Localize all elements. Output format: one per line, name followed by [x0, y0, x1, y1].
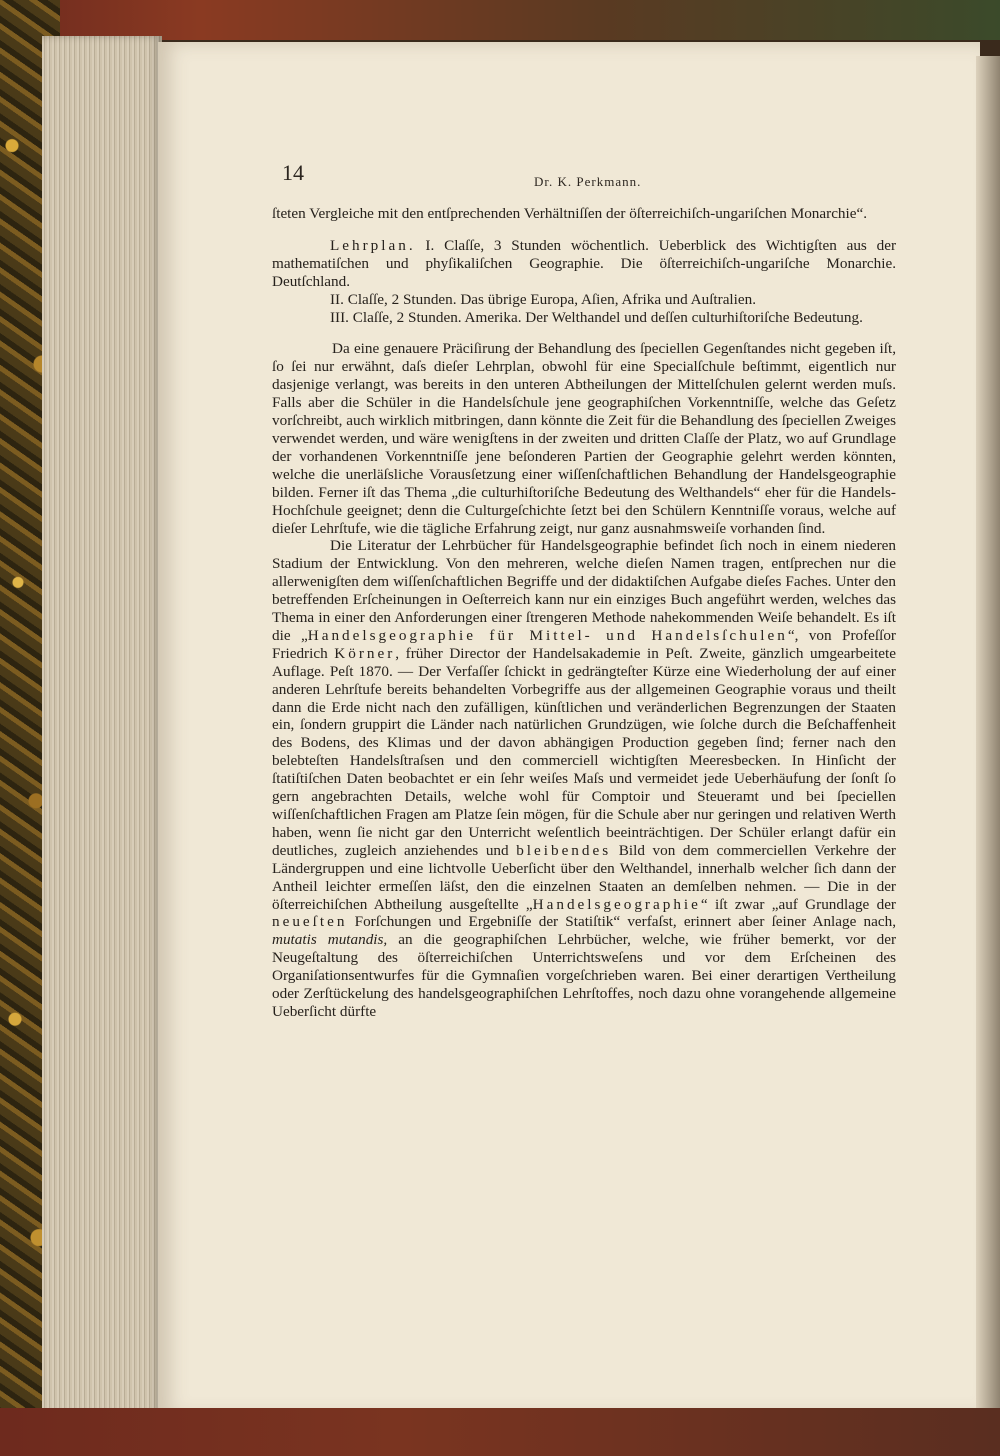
- page-right-edge: [976, 56, 1000, 1416]
- emphasis-neuesten: neueſten: [272, 913, 348, 931]
- literatur-text-c: , früher Director der Handelsakademie in Peſt. Zweite, gänzlich umgearbeitete Auflage. Peſt 1870. — Der Verfaſſer ſchickt in gedrängteſter Kürze eine Wiederholung der auf einer anderen Lehrſtufe bereits behandelten Vorbegriffe aus der allgemeinen Geographie voraus und theilt dann die Erde nicht nach den zufälligen, künſtlichen und veränderlichen Begrenzungen der Staaten ein, ſondern gruppirt die Länder nach natürlichen Grundzügen, wie ſolche durch die Beſchaffenheit des Bodens, des Klimas und der davon abhängigen Production gegeben ſind; ferner nach den belebteſten Handelsſtraſsen und den commerciell wichtigſten Meeresbecken. In Hinſicht der ſtatiſtiſchen Daten beobachtet er ein ſehr weiſes Maſs und vermeidet jede Ueberhäufung der ſonſt ſo gern angebrachten Details, welche wohl für Comptoir und Steueramt und bei ſpeciellen wiſſenſchaftlichen Fragen am Platze ſein mögen, für die Schule aber nur geringen und relativen Werth haben, wenn ſie nicht gar den Unterricht weſentlich beeinträchtigen. Der Schüler erlangt dafür ein deutliches, zugleich anziehendes und: [272, 644, 897, 859]
- lehrplan-class-3: III. Claſſe, 2 Stunden. Amerika. Der Welthandel und deſſen culturhiſtoriſche Bedeutung.: [330, 308, 863, 326]
- literatur-text-e: “ iſt zwar „auf Grundlage der: [700, 895, 896, 913]
- book-title-koerner: Handelsgeographie für Mittel- und Handelsſchulen: [307, 626, 788, 644]
- book-title-handelsgeographie: Handelsgeographie: [532, 895, 701, 913]
- lehrplan-label: Lehrplan.: [330, 236, 416, 254]
- page-header: [282, 160, 902, 200]
- running-head: Dr. K. Perkmann.: [534, 174, 642, 189]
- book-cover-top: [0, 0, 1000, 40]
- paragraph-praecisirung: Da eine genauere Präciſirung der Behandlung des ſpeciellen Gegenſtandes nicht gegeben iſt, ſo ſei nur erwähnt, daſs dieſer Lehrplan, obwohl für eine Specialſchule beſtimmt, eigentlich nur dasjenige verlangt, was bereits in den unteren Abtheilungen der Mittelſchulen gelernt werden muſs. Falls aber die Schüler in die Handelsſchule jene geographiſchen Vorkenntniſſe, welche das Geſetz vorſchreibt, auch wirklich mitbringen, dann könnte die Zeit für die Behandlung des ſpeciellen Zweiges verwendet werden, und wäre wenigſtens in der zweiten und dritten Claſſe der Platz, wo auf Grundlage der vorhandenen Vorkenntniſſe jene beſonderen Partien der Geographie gelehrt werden könnten, welche die unerläſsliche Vorausſetzung einer wiſſenſchaftlichen Behandlung der Handelsgeographie bilden. Ferner iſt das Thema „die culturhiſtoriſche Bedeutung des Welthandels“ eher für die Handels-Hochſchule geeignet; denn die Culturgeſchichte ſetzt bei den Schülern Kenntniſſe voraus, welche auf dieſer Lehrſtufe, wie die tägliche Erfahrung zeigt, nur ganz ausnahmsweiſe vorhanden ſind.: [272, 340, 896, 537]
- author-koerner: Körner: [334, 644, 396, 662]
- lehrplan-class-2: II. Claſſe, 2 Stunden. Das übrige Europa, Aſien, Afrika und Auſtralien.: [330, 290, 757, 308]
- paragraph-continuation: ſteten Vergleiche mit den entſprechenden Verhältniſſen der öſterreichiſch-ungariſchen Monarchie“.: [272, 205, 868, 222]
- lehrplan-paragraph: [272, 237, 896, 291]
- literatur-text-g: an die geographiſchen Lehrbücher, welche, wie früher bemerkt, vor der Neugeſtaltung des öſterreichiſchen Unterrichtsweſens und vor dem Erſcheinen des Organiſationsentwurfes für die Gymnaſien vorgeſchrieben waren. Bei einer derartigen Vertheilung oder Zerſtückelung des handelsgeographiſchen Lehrſtoffes, noch dazu ohne vorangehende allgemeine Ueberſicht dürfte: [272, 931, 896, 1020]
- emphasis-bleibendes: bleibendes: [516, 841, 612, 859]
- literatur-text-a: Die Literatur der Lehrbücher für Handelsgeographie befindet ſich noch in einem niederen Stadium der Entwicklung. Von den mehreren, welche dieſen Namen tragen, entſprechen nur die allerwenigſten dem wiſſenſchaftlichen Begriffe und der didaktiſchen Aufgabe dieſes Faches. Unter den betreffenden Erſcheinungen in Oeſterreich kann nur ein einziges Buch angeführt werden, welches das Thema in einer den Anforderungen einer ſtrengeren Methode nahekommenden Weiſe behandelt. Es iſt die „: [272, 537, 896, 644]
- paragraph-literatur: [272, 537, 896, 1020]
- literatur-text-f: Forſchungen und Ergebniſſe der Statiſtik“ verfaſst, erinnert aber ſeiner Anlage nach,: [347, 913, 896, 931]
- literatur-text-d: Bild von dem commerciellen Verkehre der Ländergruppen und eine lichtvolle Ueberſicht über den Welthandel, innerhalb welcher ſich dann der Antheil leichter ermeſſen läſst, den die einzelnen Staaten an demſelben nehmen. — Die in der öſterreichiſchen Abtheilung ausgeſtellte „: [272, 841, 896, 913]
- book-cover-bottom: [0, 1408, 1000, 1456]
- page-number: 14: [282, 160, 304, 185]
- lehrplan-class-1: I. Claſſe, 3 Stunden wöchentlich. Ueberblick des Wichtigſten aus der mathematiſchen und phyſikaliſchen Geographie. Die öſterreichiſch-ungariſche Monarchie. Deutſchland.: [272, 236, 897, 290]
- emphasis-mutatis-mutandis: mutatis mutandis,: [272, 931, 388, 949]
- page-edges: [42, 36, 162, 1416]
- body-text: [272, 205, 896, 1021]
- literatur-text-b: “, von Profeſſor Friedrich: [272, 626, 896, 662]
